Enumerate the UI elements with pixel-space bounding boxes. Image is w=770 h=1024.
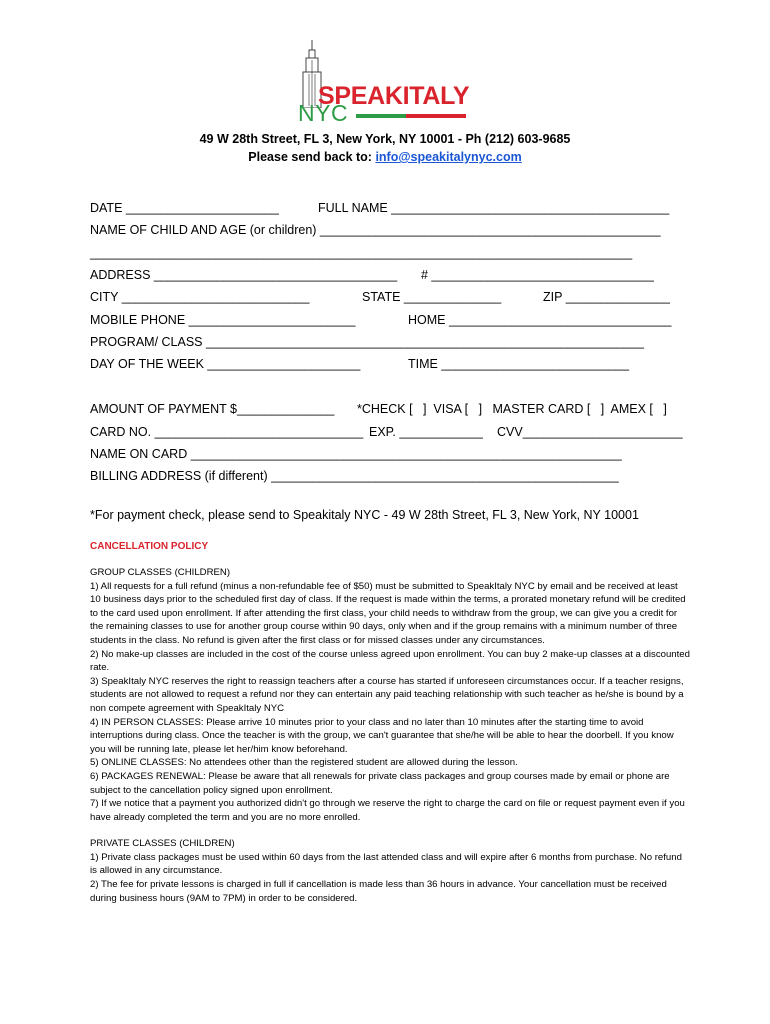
cancellation-policy-body	[90, 566, 690, 905]
payment-method-checkboxes[interactable]: *CHECK [ ] VISA [ ] MASTER CARD [ ] AMEX [ ]	[357, 402, 667, 416]
check-payment-note: *For payment check, please send to Speakitaly NYC - 49 W 28th Street, FL 3, New York, NY 10001	[90, 508, 639, 522]
card-number-field[interactable]: CARD NO. ______________________________	[90, 425, 364, 439]
full-name-field[interactable]: FULL NAME ________________________________________	[318, 201, 670, 215]
group-policy-item: 3) SpeakItaly NYC reserves the right to reassign teachers after a course has started if unforeseen circumstances occur. If a teacher resigns, students are not allowed to request a refund nor they can entertain any paid teaching relationship with such teacher as he/she is bound by a non compete agreement with SpeakItaly NYC	[90, 675, 684, 714]
time-field[interactable]: TIME ___________________________	[408, 357, 630, 371]
program-class-field[interactable]: PROGRAM/ CLASS _______________________________________________________________	[90, 335, 644, 349]
address-line: 49 W 28th Street, FL 3, New York, NY 10001 - Ph (212) 603-9685	[199, 132, 571, 146]
logo-brand-text: SPEAKITALY	[318, 82, 470, 110]
group-policy-item: 6) PACKAGES RENEWAL: Please be aware that all renewals for private class packages and group courses made by email or phone are subject to the cancellation policy signed upon enrollment.	[90, 770, 670, 796]
mobile-phone-field[interactable]: MOBILE PHONE ________________________	[90, 313, 356, 327]
address-field[interactable]: ADDRESS ___________________________________	[90, 268, 398, 282]
group-policy-item: 2) No make-up classes are included in the cost of the course unless agreed upon enrollment. You can buy 2 make-up classes at a discounted rate.	[90, 648, 690, 674]
section-spacer	[90, 824, 690, 837]
name-on-card-field[interactable]: NAME ON CARD ______________________________________________________________	[90, 447, 622, 461]
header-address	[0, 130, 770, 166]
zip-field[interactable]: ZIP _______________	[543, 290, 670, 304]
child-name-field[interactable]: NAME OF CHILD AND AGE (or children) _________________________________________________	[90, 223, 661, 237]
logo-red-bar	[406, 114, 466, 118]
home-phone-field[interactable]: HOME ________________________________	[408, 313, 672, 327]
send-back-prefix: Please send back to:	[248, 150, 376, 164]
cvv-field[interactable]: CVV_______________________	[497, 425, 683, 439]
amount-of-payment-field[interactable]: AMOUNT OF PAYMENT $______________	[90, 402, 335, 416]
private-policy-item: 1) Private class packages must be used within 60 days from the last attended class and will expire after 6 months from purchase. No refund is allowed in any circumstance.	[90, 851, 682, 877]
private-classes-heading: PRIVATE CLASSES (CHILDREN)	[90, 838, 235, 850]
billing-address-field[interactable]: BILLING ADDRESS (if different) __________________________________________________	[90, 469, 619, 483]
group-policy-item: 7) If we notice that a payment you authorized didn't go through we reserve the right to charge the card on file or request payment even if you have already completed the term and you are no more enrolled.	[90, 798, 685, 823]
private-policy-item: 2) The fee for private lessons is charged in full if cancellation is made less than 36 hours in advance. Your cancellation must be received during business hours (9AM to 7PM) in order to be considered.	[90, 879, 667, 904]
day-of-week-field[interactable]: DAY OF THE WEEK ______________________	[90, 357, 361, 371]
group-policy-item: 5) ONLINE CLASSES: No attendees other than the registered student are allowed during the lesson.	[90, 757, 518, 769]
child-name-field-line2[interactable]: ______________________________________________________________________________	[90, 246, 633, 260]
speakitaly-logo	[296, 40, 476, 126]
group-classes-heading: GROUP CLASSES (CHILDREN)	[90, 567, 231, 578]
logo-green-bar	[356, 114, 406, 118]
send-back-line	[0, 148, 770, 166]
logo-city-text: NYC	[298, 100, 349, 126]
cancellation-policy-title: CANCELLATION POLICY	[90, 541, 209, 552]
city-field[interactable]: CITY ___________________________	[90, 290, 310, 304]
group-policy-item: 1) All requests for a full refund (minus a non-refundable fee of $50) must be submitted to SpeakItaly NYC by email and be received at least 10 business days prior to the scheduled first day of class. If the request is made within the terms, a prorated monetary refund will be credited to the card used upon enrollment. If after attending the first class, your child needs to withdraw from the group, we can give you a credit for the remaining classes to use for another group course within 90 days, only when and if the group remains with a minimum number of three students in the class. No refund is given after the first class or for missed classes under any circumstances.	[90, 580, 686, 646]
apartment-number-field[interactable]: # ________________________________	[421, 268, 654, 282]
date-field[interactable]: DATE ______________________	[90, 201, 279, 215]
state-field[interactable]: STATE ______________	[362, 290, 502, 304]
email-link[interactable]: info@speakitalynyc.com	[375, 150, 522, 164]
group-policy-item: 4) IN PERSON CLASSES: Please arrive 10 minutes prior to your class and no later than 10 minutes after the starting time to avoid interruptions during class. Once the teacher is with the group, we can't guarantee that she/he will be able to hear the doorbell. If you know you will be running late, please let her/him know beforehand.	[90, 716, 674, 755]
expiration-field[interactable]: EXP. ____________	[369, 425, 483, 439]
